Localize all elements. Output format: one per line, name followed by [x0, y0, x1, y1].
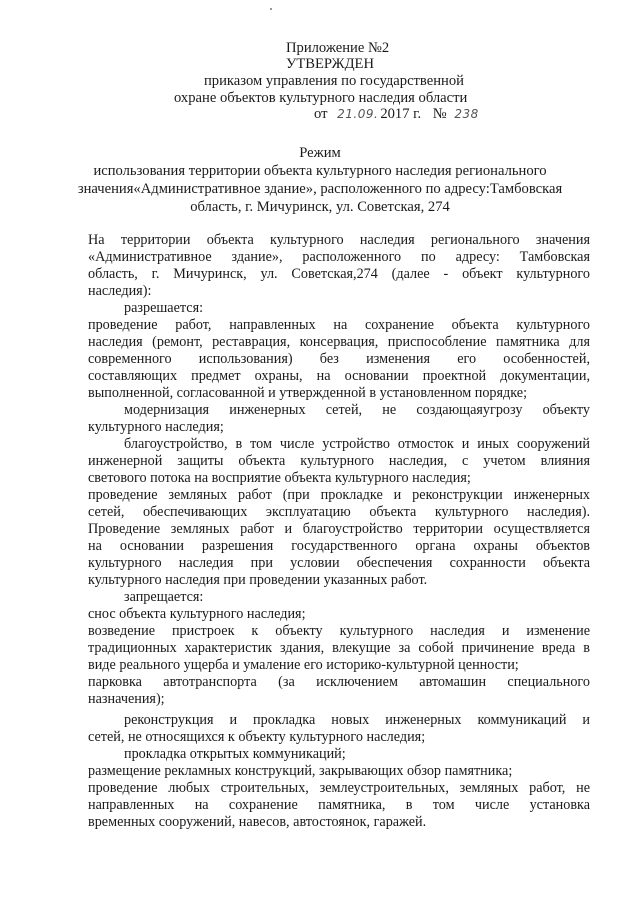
body-line: возведение пристроек к объекту культурного наследия и изменение — [88, 623, 590, 639]
handwritten-number: 238 — [454, 107, 479, 121]
body-line: выполненной, согласованной и утвержденной в установленном порядке; — [88, 385, 528, 401]
body-line: направленных на сохранение памятника, в том числе установка — [88, 797, 590, 813]
approved-label: УТВЕРЖДЕН — [286, 56, 374, 72]
order-line-1: приказом управления по государственной — [204, 73, 464, 89]
body-line: парковка автотранспорта (за исключением автомашин специального — [88, 674, 590, 690]
body-line: виде реального ущерба и умаление его историко-культурной ценности; — [88, 657, 519, 673]
order-line-2: охране объектов культурного наследия области — [174, 90, 468, 106]
regime-title: Режим — [299, 145, 341, 161]
body-line: культурного наследия при проведении указанных работ. — [88, 572, 428, 588]
body-line: проведение земляных работ (при прокладке и реконструкции инженерных — [88, 487, 590, 503]
body-line: современного использования) без изменения его особенностей, — [88, 351, 590, 367]
body-line: проведение работ, направленных на сохранение объекта культурного — [88, 317, 590, 333]
body-line: На территории объекта культурного наследия регионального значения — [88, 232, 590, 248]
body-line: инженерной защиты объекта культурного наследия, с учетом влияния — [88, 453, 590, 469]
body-line: светового потока на восприятие объекта культурного наследия; — [88, 470, 471, 486]
number-prefix: № — [432, 106, 447, 122]
body-line: наследия): — [88, 283, 152, 299]
prohibited-heading: запрещается: — [124, 589, 204, 605]
body-line: назначения); — [88, 691, 165, 707]
title-line-4: область, г. Мичуринск, ул. Советская, 274 — [190, 199, 450, 215]
date-year: 2017 г. — [380, 106, 422, 122]
body-line: снос объекта культурного наследия; — [88, 606, 306, 622]
appendix-label: Приложение №2 — [286, 40, 390, 56]
body-line: реконструкция и прокладка новых инженерных коммуникаций и — [124, 712, 590, 728]
body-line: традиционных характеристик здания, влекущие за собой причинение вреда в — [88, 640, 590, 656]
order-date-line — [314, 106, 479, 123]
body-line: сетей, обеспечивающих эксплуатацию объекта культурного наследия). — [88, 504, 590, 520]
body-line: область, г. Мичуринск, ул. Советская,274 (далее - объект культурного — [88, 266, 590, 282]
body-line: культурного наследия; — [88, 419, 224, 435]
body-line: прокладка открытых коммуникаций; — [124, 746, 346, 762]
body-line: «Административное здание», расположенного по адресу: Тамбовская — [88, 249, 590, 265]
body-line: модернизация инженерных сетей, не создающаяугрозу объекту — [124, 402, 590, 418]
body-line: сетей, не относящихся к объекту культурного наследия; — [88, 729, 426, 745]
date-prefix: от — [314, 106, 328, 122]
title-line-3: значения«Административное здание», расположенного по адресу:Тамбовская — [77, 181, 563, 197]
scan-speck — [270, 8, 272, 10]
body-line: временных сооружений, навесов, автостоянок, гаражей. — [88, 814, 427, 830]
title-line-2: использования территории объекта культурного наследия регионального — [93, 163, 547, 179]
body-line: размещение рекламных конструкций, закрывающих обзор памятника; — [88, 763, 513, 779]
body-line: проведение любых строительных, землеустроительных, земляных работ, не — [88, 780, 590, 796]
body-line: Проведение земляных работ и благоустройство территории осуществляется — [88, 521, 590, 537]
permitted-heading: разрешается: — [124, 300, 204, 316]
body-line: культурного наследия при условии обеспечения сохранности объекта — [88, 555, 590, 571]
body-line: наследия (ремонт, реставрация, консервация, приспособление памятника для — [88, 334, 590, 350]
body-line: благоустройство, в том числе устройство отмосток и иных сооружений — [124, 436, 590, 452]
body-line: на основании разрешения государственного органа охраны объектов — [88, 538, 590, 554]
body-line: составляющих предмет охраны, на основании проектной документации, — [88, 368, 590, 384]
handwritten-date: 21.09. — [337, 107, 379, 121]
